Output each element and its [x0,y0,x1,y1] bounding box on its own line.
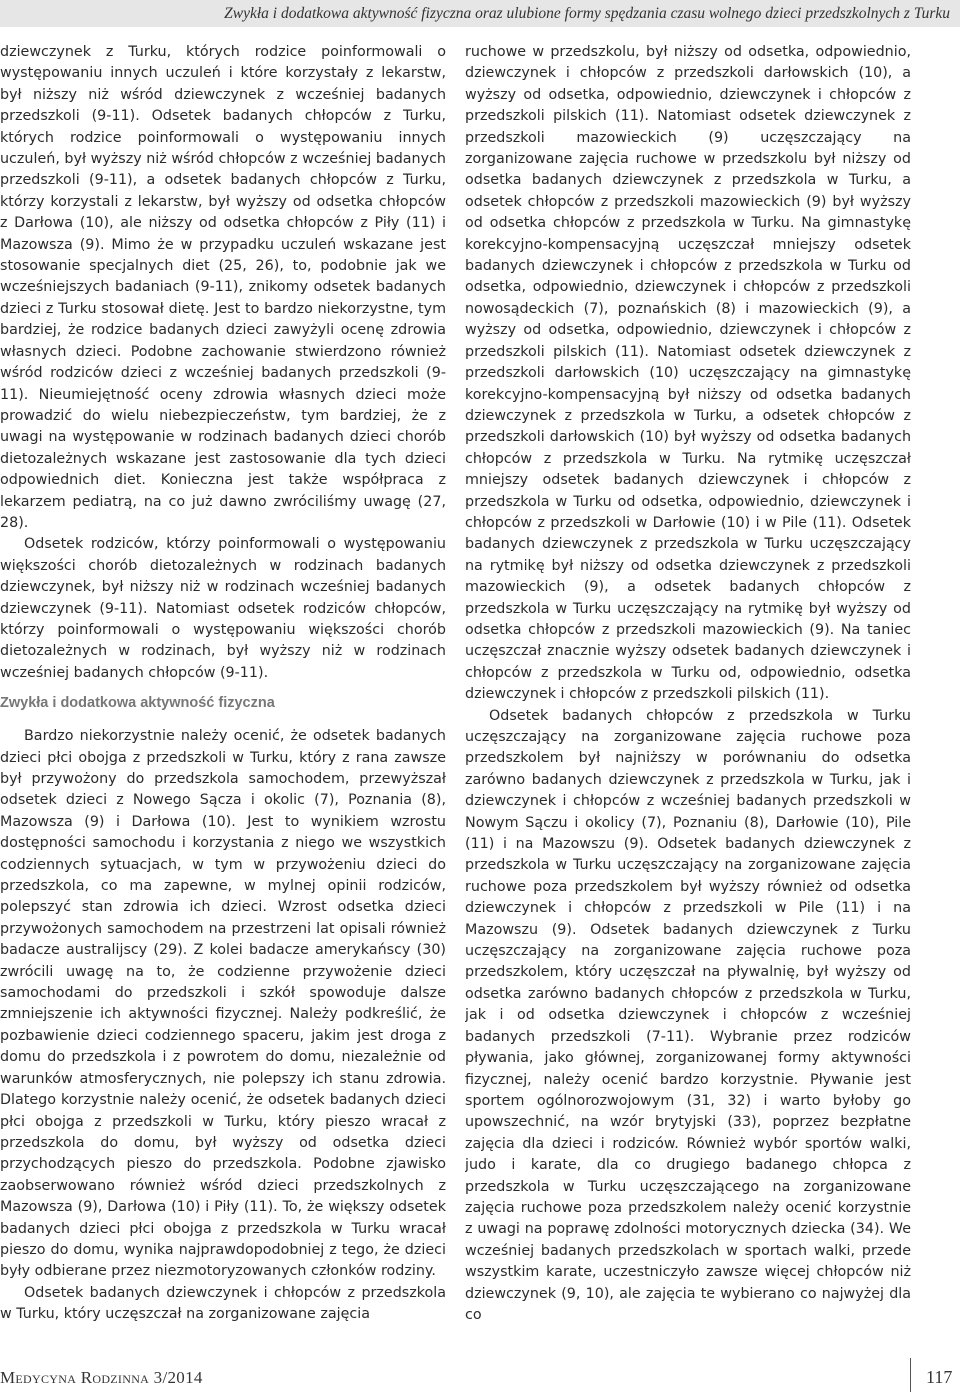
journal-title: Medycyna Rodzinna 3/2014 [0,1368,203,1387]
page-number: 117 [926,1367,953,1387]
left-paragraph-2: Odsetek rodziców, którzy poinformowali o występowaniu większości chorób dietozależnych w rodzinach badanych dziewczynek, był niższy niż w rodzinach wcześniej badanych dziewczynek (9-11). Natomiast odsetek rodziców chłopców, którzy poinformowali o występowaniu większości chorób dietozależnych w rodzinach, był wyższy niż w rodzinach wcześniej badanych chłopców (9-11). [0,536,446,681]
right-column [465,42,911,1332]
left-paragraph-4: Odsetek badanych dziewczynek i chłopców z przedszkola w Turku, który uczęszczał na zorganizowane zajęcia [0,1284,446,1323]
section-heading: Zwykła i dodatkowa aktywność fizyczna [0,695,275,712]
running-head: Zwykła i dodatkowa aktywność fizyczna oraz ulubione formy spędzania czasu wolnego dzieci przedszkolnych z Turku [0,0,960,27]
right-paragraph-2: Odsetek badanych chłopców z przedszkola w Turku uczęszczający na zorganizowane zajęcia ruchowe poza przedszkolem był najniższy w porównaniu do odsetka zarówno badanych dziewczynek z przedszkola w Turku, jak i dziewczynek i chłopców z wcześniej badanych przedszkoli w Nowym Sączu i okolicy (7), Poznaniu (8), Darłowie (10), Pile (11) i na Mazowszu (9). Odsetek badanych dziewczynek z przedszkola w Turku uczęszczający na zorganizowane zajęcia ruchowe poza przedszkolem był wyższy również od odsetka dziewczynek i chłopców z przedszkoli w Pile (11) i na Mazowszu (9). Odsetek badanych dziewczynek z Turku uczęszczający na zorganizowane zajęcia ruchowe poza przedszkolem, który uczęszczał na pływalnię, był wyższy od odsetka zarówno badanych chłopców z przedszkola w Turku, jak i od odsetka dziewczynek i chłopców z wcześniej badanych przedszkoli (7-11). Wybranie przez rodziców pływania, jako głównej, zorganizowanej formy aktywności fizycznej, należy ocenić bardzo korzystnie. Pływanie jest sportem ogólnorozwojowym (31, 32) i warto byłoby go upowszechnić, na wzór brytyjski (33), poprzez bezpłatne zajęcia dla dzieci i rodziców. Również wybór sportów walki, judo i karate, dla co drugiego badanego chłopca z przedszkola w Turku uczęszczającego na zorganizowane zajęcia ruchowe poza przedszkolem należy ocenić korzystnie z uwagi na poprawę zdolności motorycznych dziecka (34). We wcześniej badanych przedszkolach w sportach walki, przede wszystkim karate, uczestniczyło zawsze więcej chłopców niż dziewczynek (9, 10), ale zajęcia te wybierano co najwyżej dla co [465,707,911,1323]
left-paragraph-3: Bardzo niekorzystnie należy ocenić, że odsetek badanych dzieci płci obojga z przedszkoli w Turku, który z rana zawsze był przywożony do przedszkola samochodem, przewyższał odsetek dzieci z Nowego Sącza i okolic (7), Poznania (8), Mazowsza (9) i Darłowa (10). Jest to wynikiem wzrostu dostępności samochodu i korzystania z niego we wszystkich codziennych sytuacjach, w tym w przywożeniu dzieci do przedszkola, co ma zapewne, w mylnej opinii rodziców, polepszyć stan zdrowia ich dzieci. Wzrost odsetka dzieci przywożonych samochodem na przestrzeni lat opisali również badacze australijscy (29). Z kolei badacze amerykańscy (30) zwrócili uwagę na to, że codzienne przywożenie dzieci samochodami do przedszkoli i szkół spowoduje dalsze zmniejszenie ich aktywności fizycznej. Należy podkreślić, że pozbawienie dzieci codziennego spaceru, jakim jest droga z domu do przedszkola i z powrotem do domu, niezależnie od warunków atmosferycznych, nie polepszy ich stanu zdrowia. Dlatego korzystnie należy ocenić, że odsetek badanych dzieci płci obojga z przedszkoli w Turku, który pieszo wracał z przedszkola do domu, był wyższy od odsetka dzieci przychodzących pieszo do przedszkola. Podobne zjawisko zaobserwowano również wśród dzieci przedszkolnych z Mazowsza (9), Darłowa (10) i Piły (11). To, że większy odsetek badanych dzieci płci obojga z przedszkola w Turku wracał pieszo do domu, wynika najprawdopodobniej z tego, że dzieci były odbierane przez niezmotoryzowanych członków rodziny. [0,728,446,1280]
footer-divider [910,1358,911,1392]
left-paragraph-1: dziewczynek z Turku, których rodzice poinformowali o występowaniu innych uczuleń i które korzystały z lekarstw, był niższy niż wśród dziewczynek z wcześniej badanych przedszkoli (9-11). Odsetek badanych chłopców z Turku, których rodzice poinformowali o występowaniu innych uczuleń, był wyższy niż wśród chłopców z wcześniej badanych przedszkoli (9-11), a odsetek badanych chłopców z Turku, którzy korzystali z lekarstw, był wyższy od odsetka chłopców z Darłowa (10), ale niższy od odsetka chłopców z Piły (11) i Mazowsza (9). Mimo że w przypadku uczuleń wskazane jest stosowanie specjalnych diet (25, 26), to, podobnie jak we wcześniejszych badaniach (9-11), znikomy odsetek badanych dzieci z Turku stosował dietę. Jest to bardzo niekorzystne, tym bardziej, że rodzice badanych dzieci zawyżyli ocenę zdrowia własnych dzieci. Podobne zachowanie stwierdzono również wśród rodziców dzieci z wcześniej badanych przedszkoli (9-11). Nieumiejętność oceny zdrowia własnych dzieci może prowadzić do wielu niebezpieczeństw, tym bardziej, że z uwagi na występowanie w rodzinach badanych dzieci chorób dietozależnych wskazane jest zastosowanie dla tych dzieci odpowiednich diet. Konieczna jest także współpraca z lekarzem pediatrą, na co już dawno zwróciliśmy uwagę (27, 28). [0,44,446,531]
left-column [0,42,446,1332]
right-paragraph-1: ruchowe w przedszkolu, był niższy od odsetka, odpowiednio, dziewczynek i chłopców z przedszkoli darłowskich (10), a wyższy od odsetka, odpowiednio, dziewczynek i chłopców z przedszkoli pilskich (11). Natomiast odsetek dziewczynek z przedszkoli mazowieckich (9) uczęszczający na zorganizowane zajęcia ruchowe w przedszkolu był niższy od odsetka badanych dziewczynek z przedszkola w Turku, a odsetek chłopców z przedszkoli mazowieckich (9) był wyższy od odsetka chłopców z przedszkola w Turku. Na gimnastykę korekcyjno-kompensacyjną uczęszczał mniejszy odsetek badanych dziewczynek i chłopców z przedszkola w Turku od odsetka, odpowiednio, dziewczynek i chłopców z przedszkoli nowosądeckich (7), poznańskich (8) i mazowieckich (9), a wyższy od odsetka, odpowiednio, dziewczynek i chłopców z przedszkoli pilskich (11). Natomiast odsetek dziewczynek z przedszkoli darłowskich (10) uczęszczający na gimnastykę korekcyjno-kompensacyjną był niższy od odsetka badanych dziewczynek z przedszkola w Turku, a odsetek chłopców z przedszkoli darłowskich (10) był wyższy od odsetka badanych chłopców z przedszkola w Turku. Na rytmikę uczęszczał mniejszy odsetek badanych dziewczynek i chłopców z przedszkola w Turku od odsetka, odpowiednio, dziewczynek i chłopców z przedszkoli w Darłowie (10) i w Pile (11). Odsetek badanych dziewczynek z przedszkola w Turku uczęszczający na rytmikę był niższy od odsetka dziewczynek z przedszkoli mazowieckich (9), a odsetek badanych chłopców z przedszkola w Turku uczęszczający na rytmikę był wyższy od odsetka chłopców z przedszkoli mazowieckich (9). Na taniec uczęszczał znacznie wyższy odsetek badanych dziewczynek i chłopców z przedszkola w Turku od, odpowiednio, odsetka dziewczynek i chłopców z przedszkoli pilskich (11). [465,44,911,703]
